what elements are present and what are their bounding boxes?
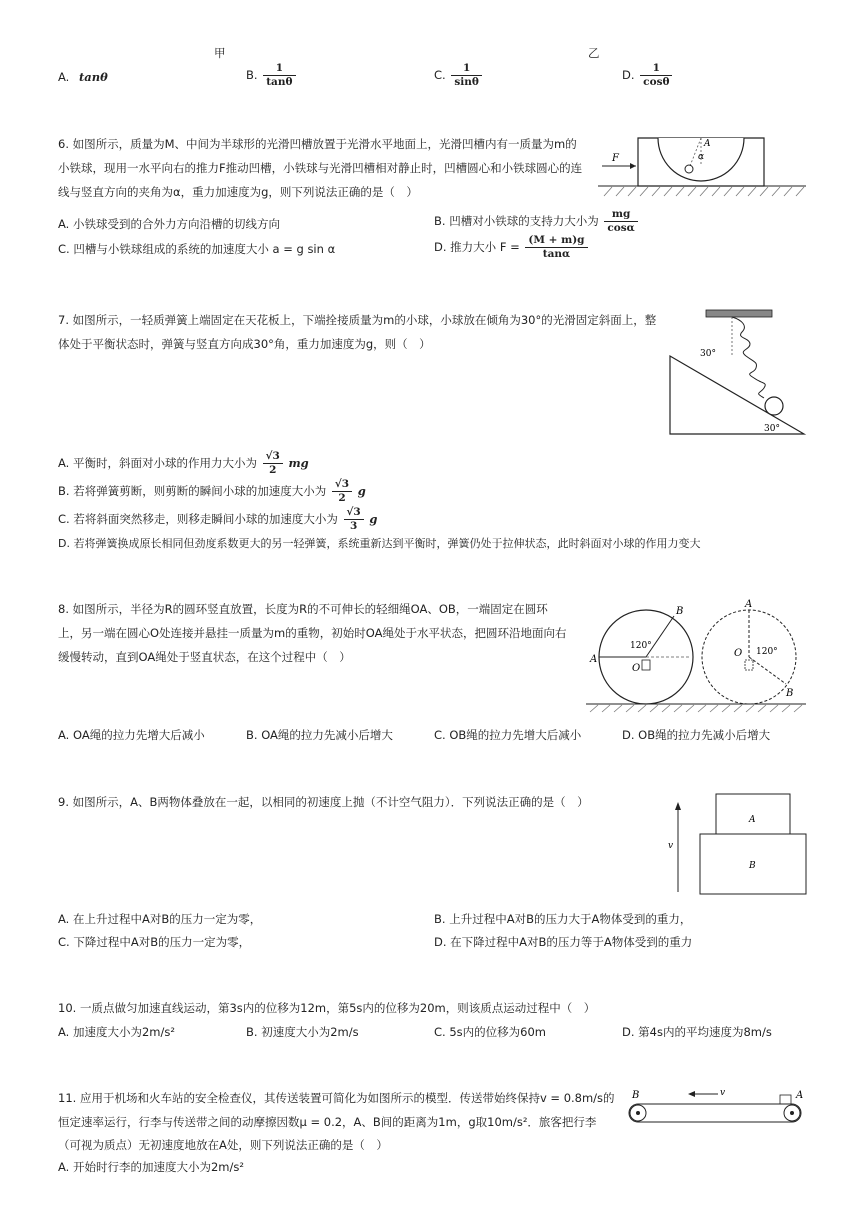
q11-option-a[interactable]: A. 开始时行李的加速度大小为2m/s² bbox=[58, 1160, 244, 1174]
q6-line-3: 线与竖直方向的夹角为α，重力加速度为g，则下列说法正确的是（ ） bbox=[58, 185, 418, 199]
top-option-c[interactable]: C. $\frac{1}{\sin\theta}$ bbox=[434, 62, 484, 89]
q11-line-2: 恒定速率运行，行李与传送带之间的动摩擦因数μ = 0.2，A、B间的距离为1m，g取10m/s²．旅客把行李 bbox=[58, 1115, 597, 1129]
block-a bbox=[716, 794, 790, 834]
q8-option-b[interactable]: B. OA绳的拉力先减小后增大 bbox=[246, 728, 393, 742]
fraction: $\frac{√3}{2}$ bbox=[263, 450, 283, 477]
arrow-up-icon bbox=[675, 802, 681, 810]
label-jia: 甲 bbox=[214, 46, 226, 60]
q7-option-c[interactable]: C. 若将斜面突然移走，则移走瞬间小球的加速度大小为 $\frac{√3}{3}$ g bbox=[58, 506, 378, 532]
q8-ring-figure bbox=[586, 598, 808, 716]
q7-line-2: 体处于平衡状态时，弹簧与竖直方向成30°角，重力加速度为g，则（ ） bbox=[58, 337, 431, 351]
label-b: B bbox=[632, 1090, 640, 1101]
label-angle: 120° bbox=[630, 641, 652, 651]
arrow-head-icon bbox=[630, 163, 636, 169]
label-a: A bbox=[704, 139, 711, 149]
q10-line: 10. 一质点做匀加速直线运动，第3s内的位移为12m，第5s内的位移为20m，则该质点运动过程中（ ） bbox=[58, 1001, 596, 1015]
q6-line-2: 小铁球，现用一水平向右的推力F推动凹槽，小铁球与光滑凹槽相对静止时，凹槽圆心和小铁球圆心的连 bbox=[58, 161, 583, 175]
incline bbox=[670, 356, 804, 434]
ground-hatching bbox=[590, 705, 802, 712]
q6-option-d[interactable]: D. 推力大小 F = $\frac{(M + m)g}{\tan\alpha}$ bbox=[434, 234, 590, 261]
q8-option-c[interactable]: C. OB绳的拉力先增大后减小 bbox=[434, 728, 582, 742]
label-a-final: A bbox=[745, 599, 753, 610]
fraction: $\frac{√3}{2}$ bbox=[332, 478, 352, 505]
q9-option-b[interactable]: B. 上升过程中A对B的压力大于A物体受到的重力， bbox=[434, 912, 692, 926]
fraction: $\frac{1}{\sin\theta}$ bbox=[451, 62, 482, 89]
label-a: A bbox=[796, 1090, 804, 1101]
label-v: v bbox=[668, 841, 674, 851]
top-option-d[interactable]: D. $\frac{1}{\cos\theta}$ bbox=[622, 62, 674, 89]
label-alpha: α bbox=[698, 152, 705, 162]
weight-final bbox=[745, 660, 753, 670]
label-b: B bbox=[749, 861, 756, 871]
q8-line-3: 缓慢转动，直到OA绳处于竖直状态，在这个过程中（ ） bbox=[58, 650, 351, 664]
label-b-final: B bbox=[786, 688, 794, 699]
axle-left bbox=[636, 1111, 640, 1115]
q7-option-a[interactable]: A. 平衡时，斜面对小球的作用力大小为 $\frac{√3}{2}$ mg bbox=[58, 450, 309, 476]
ground-hatching bbox=[604, 187, 804, 196]
label-yi: 乙 bbox=[588, 46, 600, 60]
label-angle-final: 120° bbox=[756, 647, 778, 657]
q7-option-d[interactable]: D. 若将弹簧换成原长相同但劲度系数更大的另一轻弹簧，系统重新达到平衡时，弹簧仍处于拉伸状态，此时斜面对小球的作用力变大 bbox=[58, 537, 701, 550]
q8-option-a[interactable]: A. OA绳的拉力先增大后减小 bbox=[58, 728, 205, 742]
q6-line-1: 6. 如图所示，质量为M、中间为半球形的光滑凹槽放置于光滑水平地面上，光滑凹槽内有一质量为m的 bbox=[58, 137, 577, 151]
fraction: $\frac{√3}{3}$ bbox=[344, 506, 364, 533]
axle-right bbox=[790, 1111, 794, 1115]
ceiling bbox=[706, 310, 772, 317]
label-o: O bbox=[632, 663, 641, 674]
q8-option-d[interactable]: D. OB绳的拉力先减小后增大 bbox=[622, 728, 771, 742]
label-b: B bbox=[676, 606, 684, 617]
fraction: $\frac{(M + m)g}{\tan\alpha}$ bbox=[525, 234, 587, 261]
q9-blocks-figure bbox=[664, 790, 812, 898]
label-angle-top: 30° bbox=[700, 349, 716, 359]
q9-option-d[interactable]: D. 在下降过程中A对B的压力等于A物体受到的重力 bbox=[434, 935, 693, 949]
q8-line-2: 上，另一端在圆心O处连接并悬挂一质量为m的重物，初始时OA绳处于水平状态，把圆环沿地面向右 bbox=[58, 626, 567, 640]
luggage bbox=[780, 1095, 791, 1104]
label-a: A bbox=[590, 654, 598, 665]
top-option-b[interactable]: B. $\frac{1}{\tan\theta}$ bbox=[246, 62, 298, 89]
q10-option-b[interactable]: B. 初速度大小为2m/s bbox=[246, 1025, 359, 1039]
q7-incline-figure bbox=[664, 306, 812, 440]
label-o-final: O bbox=[734, 648, 743, 659]
q6-option-a[interactable]: A. 小铁球受到的合外力方向沿槽的切线方向 bbox=[58, 217, 280, 231]
label-angle-bottom: 30° bbox=[764, 424, 780, 434]
q7-option-b[interactable]: B. 若将弹簧剪断，则剪断的瞬间小球的加速度大小为 $\frac{√3}{2}$ g bbox=[58, 478, 366, 504]
label-v: v bbox=[720, 1088, 726, 1098]
arrow-left-icon bbox=[688, 1091, 695, 1097]
q11-line-3: （可视为质点）无初速度地放在A处，则下列说法正确的是（ ） bbox=[58, 1138, 388, 1152]
q9-line: 9. 如图所示，A、B两物体叠放在一起，以相同的初速度上抛（不计空气阻力）．下列说法正确的是（ ） bbox=[58, 795, 589, 809]
top-option-a[interactable]: A. tanθ bbox=[58, 70, 108, 84]
q10-option-a[interactable]: A. 加速度大小为2m/s² bbox=[58, 1025, 175, 1039]
label-a: A bbox=[749, 815, 756, 825]
rope-ob-final bbox=[749, 657, 786, 684]
q6-groove-figure bbox=[598, 130, 808, 202]
fraction: $\frac{1}{\cos\theta}$ bbox=[640, 62, 672, 89]
q9-option-c[interactable]: C. 下降过程中A对B的压力一定为零， bbox=[58, 935, 251, 949]
q11-line-1: 11. 应用于机场和火车站的安全检查仪，其传送装置可简化为如图所示的模型．传送带始终保持v = 0.8m/s的 bbox=[58, 1091, 615, 1105]
ball bbox=[765, 397, 783, 415]
q6-option-c[interactable]: C. 凹槽与小铁球组成的系统的加速度大小 a = g sin α bbox=[58, 242, 336, 256]
fraction: $\frac{mg}{\cos\alpha}$ bbox=[604, 208, 637, 235]
fraction: $\frac{1}{\tan\theta}$ bbox=[263, 62, 295, 89]
weight bbox=[642, 660, 650, 670]
q10-option-d[interactable]: D. 第4s内的平均速度为8m/s bbox=[622, 1025, 772, 1039]
spring bbox=[732, 317, 765, 398]
q8-line-1: 8. 如图所示，半径为R的圆环竖直放置，长度为R的不可伸长的轻细绳OA、OB，一端固定在圆环 bbox=[58, 602, 548, 616]
q7-line-1: 7. 如图所示，一轻质弹簧上端固定在天花板上，下端拴接质量为m的小球，小球放在倾角为30°的光滑固定斜面上，整 bbox=[58, 313, 657, 327]
q6-option-b[interactable]: B. 凹槽对小铁球的支持力大小为 $\frac{mg}{\cos\alpha}$ bbox=[434, 208, 640, 235]
belt bbox=[629, 1104, 801, 1122]
q11-conveyor-figure bbox=[620, 1084, 810, 1132]
q9-option-a[interactable]: A. 在上升过程中A对B的压力一定为零， bbox=[58, 912, 262, 926]
q10-option-c[interactable]: C. 5s内的位移为60m bbox=[434, 1025, 546, 1039]
label-f: F bbox=[612, 153, 619, 164]
